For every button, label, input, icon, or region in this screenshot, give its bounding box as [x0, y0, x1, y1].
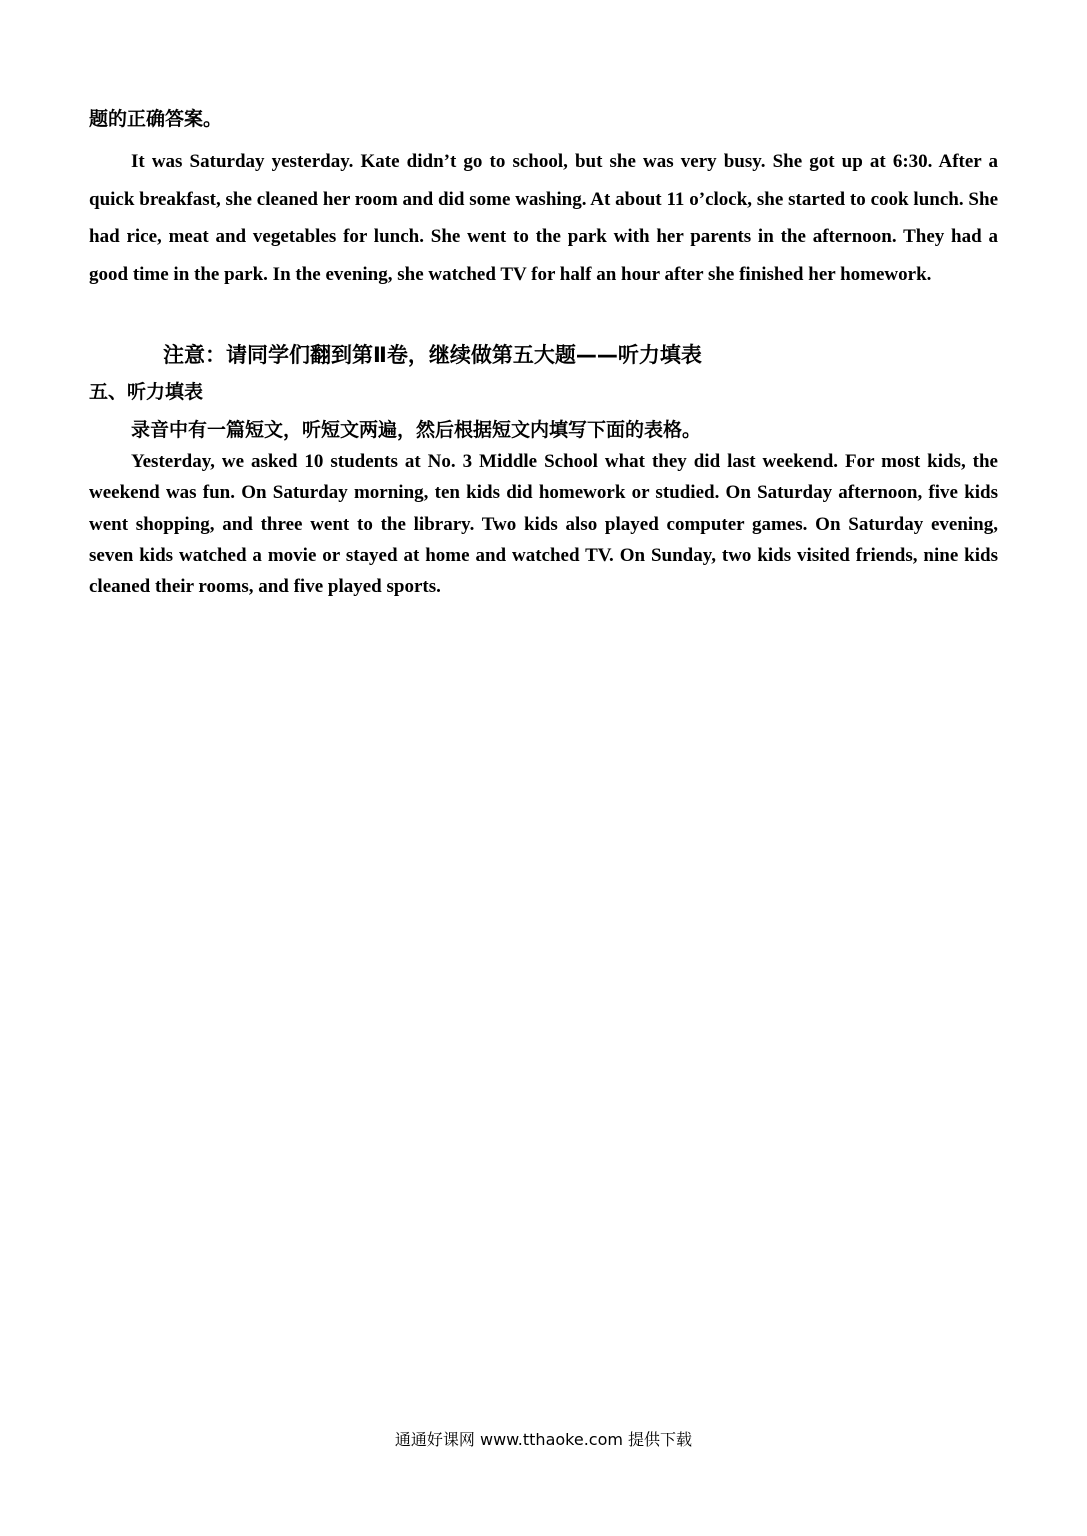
listening-passage-kate: It was Saturday yesterday. Kate didn’t go to school, but she was very busy. She got up at 6:30. After a quick breakfast, she cleaned her room and did some washing. At about 11 o’clock, she started to cook lunch. She had rice, meat and vegetables for lunch. She went to the park with her parents in the afternoon. They had a good time in the park. In the evening, she watched TV for half an hour after she finished her homework.	[89, 151, 998, 285]
listening-passage-weekend: Yesterday, we asked 10 students at No. 3 Middle School what they did last weekend. For most kids, the weekend was fun. On Saturday morning, ten kids did homework or studied. On Saturday afternoon, five kids went shopping, and three went to the library. Two kids also played computer games. On Saturday evening, seven kids watched a movie or stayed at home and watched TV. On Sunday, two kids visited friends, nine kids cleaned their rooms, and five played sports.	[89, 451, 998, 598]
section-five-title: 五、听力填表	[89, 381, 204, 403]
previous-question-tail: 题的正确答案。	[89, 108, 223, 130]
page-footer: 通通好课网 www.tthaoke.com 提供下载	[394, 1430, 693, 1449]
section-five-instruction: 录音中有一篇短文，听短文两遍，然后根据短文内填写下面的表格。	[131, 419, 702, 441]
notice-turn-page: 注意：请同学们翻到第Ⅱ卷，继续做第五大题——听力填表	[163, 343, 702, 367]
